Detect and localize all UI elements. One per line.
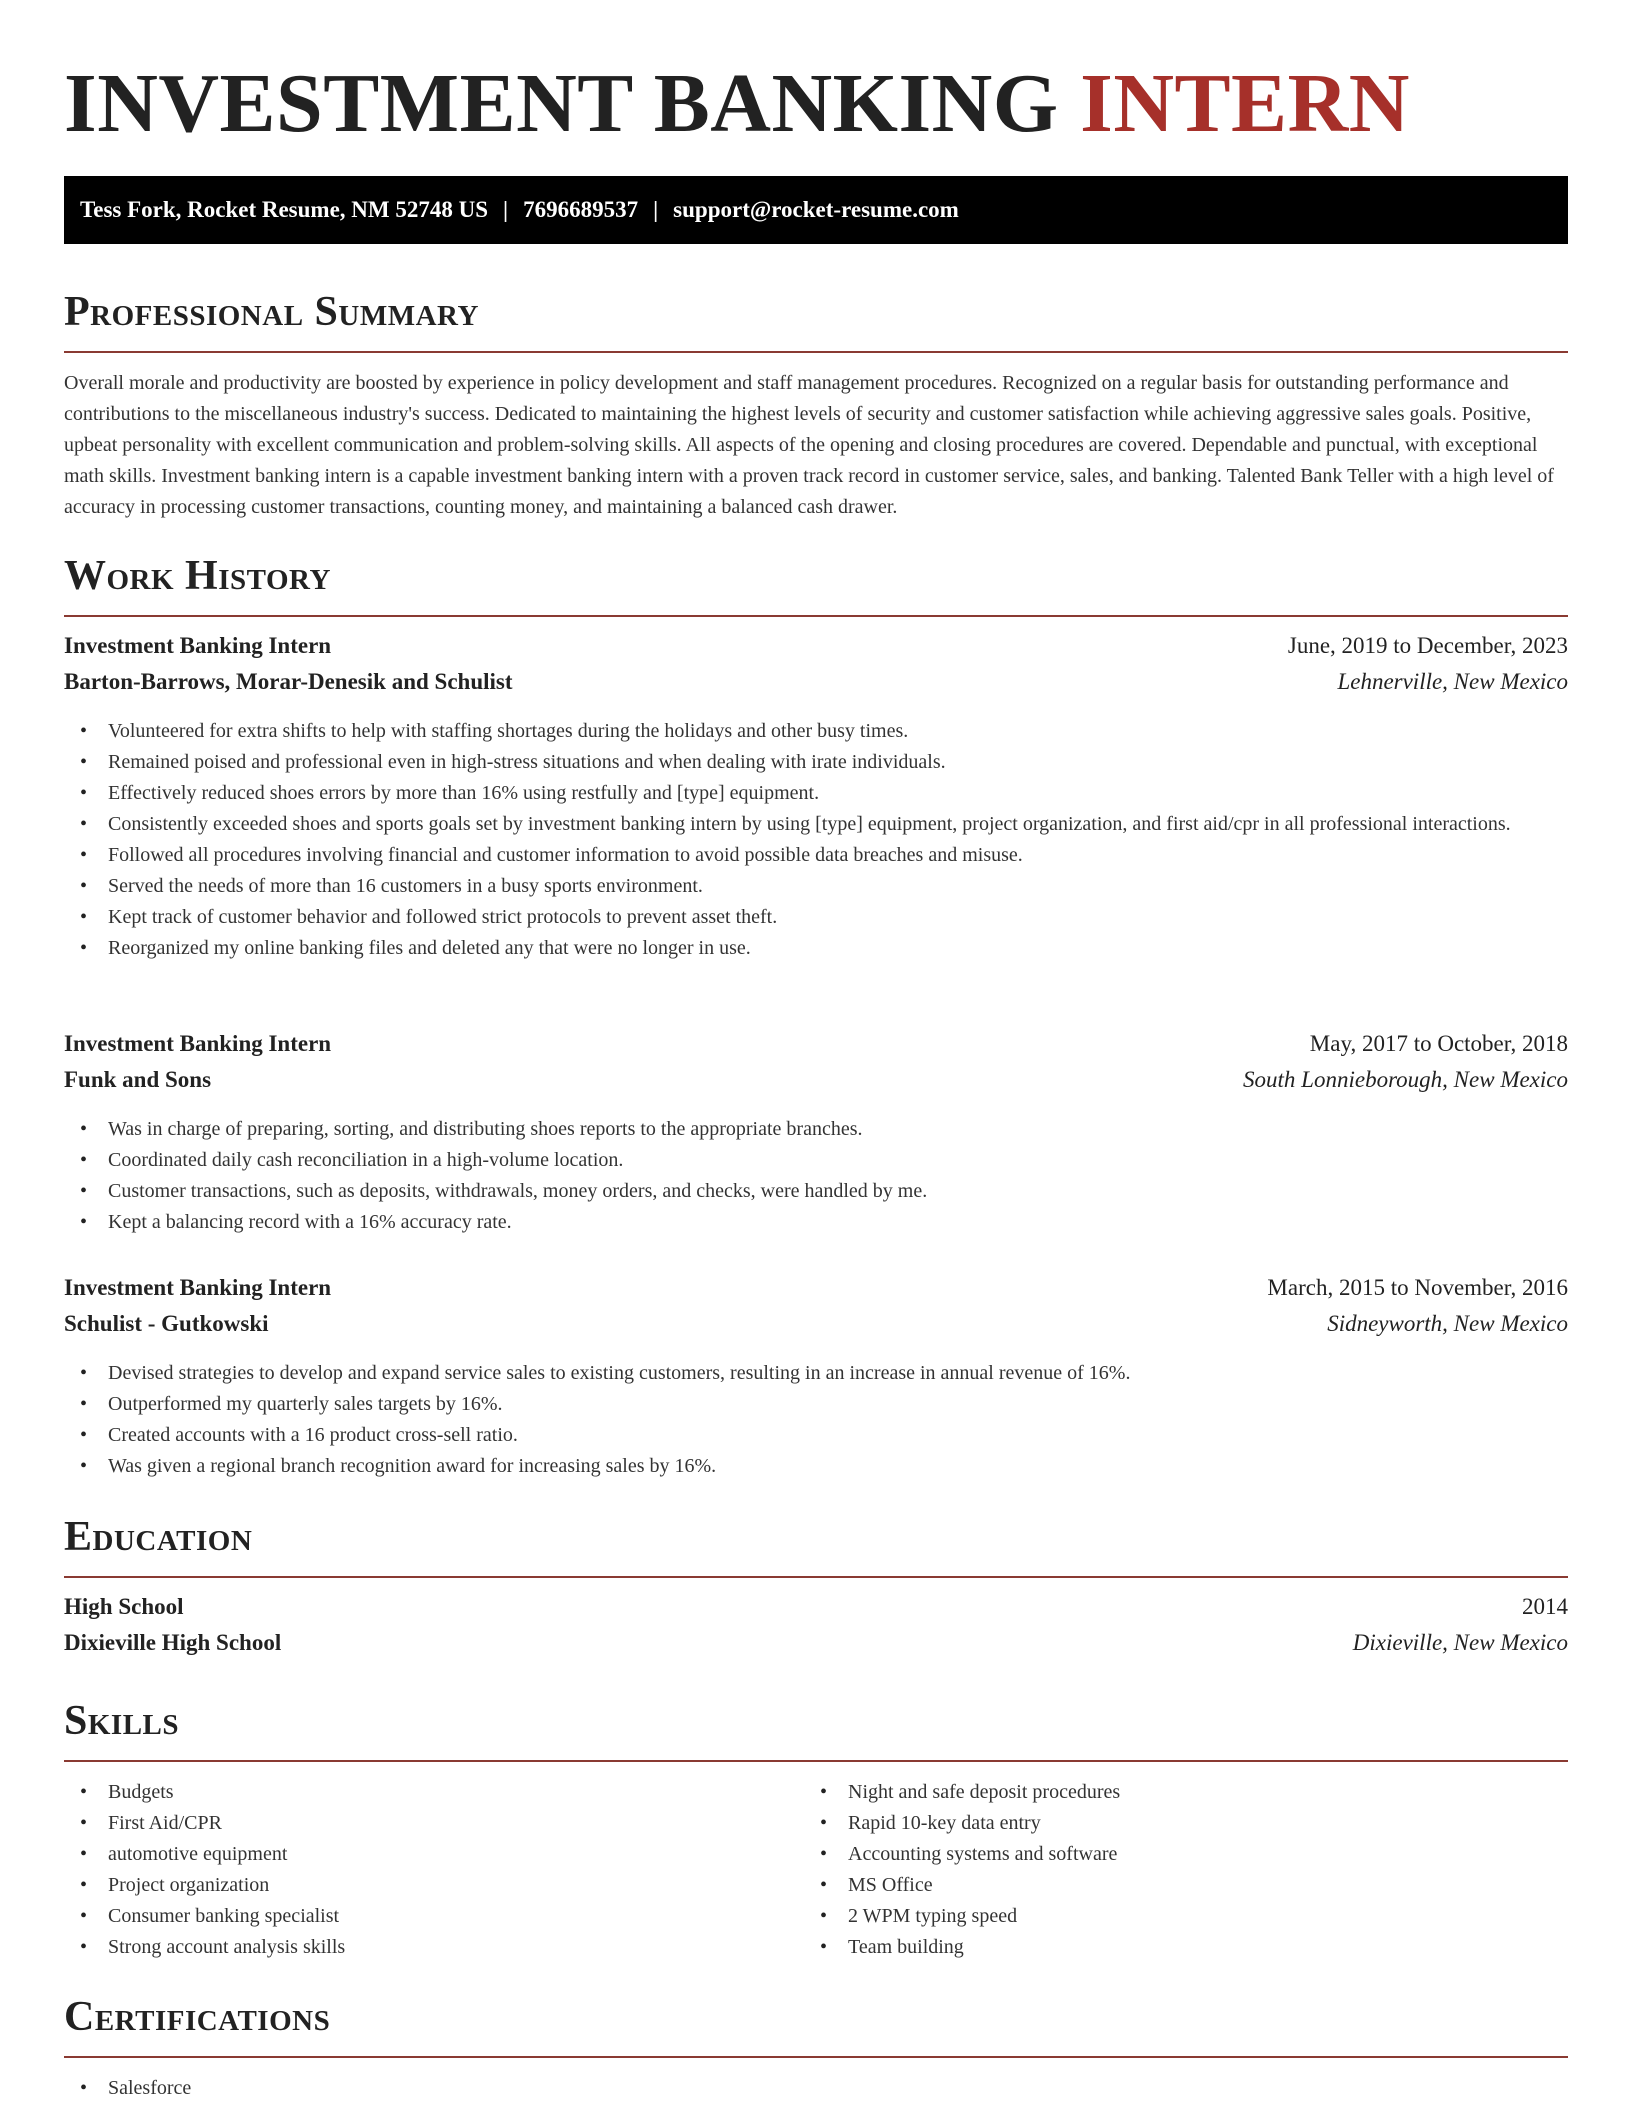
job-company-row: [64, 1311, 1568, 1347]
section-divider: [64, 2056, 1568, 2058]
list-item: • Effectively reduced shoes errors by more than 16% using restfully and [type] equipment.: [64, 778, 1568, 809]
section-divider: [64, 1576, 1568, 1578]
list-item: • Remained poised and professional even in high-stress situations and when dealing with irate individuals.: [64, 747, 1568, 778]
skill-item: • MS Office: [804, 1870, 1544, 1901]
contact-separator: |: [653, 197, 659, 222]
job-company-row: [64, 669, 1568, 705]
certifications-list: [64, 2073, 1568, 2104]
list-item: • Reorganized my online banking files and deleted any that were no longer in use.: [64, 933, 1568, 964]
list-item: • Customer transactions, such as deposits, withdrawals, money orders, and checks, were handled by me.: [64, 1176, 1568, 1207]
skill-item: • Project organization: [64, 1870, 804, 1901]
job-header-row: [64, 1275, 1568, 1311]
job-title: Investment Banking Intern: [64, 1275, 332, 1300]
contact-address: Tess Fork, Rocket Resume, NM 52748 US: [80, 197, 489, 222]
list-item: • Outperformed my quarterly sales targets by 16%.: [64, 1389, 1568, 1420]
education-year: 2014: [1522, 1594, 1568, 1619]
list-item: • Kept track of customer behavior and followed strict protocols to prevent asset theft.: [64, 902, 1568, 933]
section-heading-certifications: Certifications: [64, 1994, 331, 2040]
education-entry: [64, 1594, 1568, 1666]
job-entry: [64, 1031, 1568, 1238]
skill-item: • Rapid 10-key data entry: [804, 1808, 1544, 1839]
section-divider: [64, 1760, 1568, 1762]
list-item: • Consistently exceeded shoes and sports goals set by investment banking intern by using [type] equipment, project organization, and first aid/cpr in all professional interactions.: [64, 809, 1568, 840]
job-dates: March, 2015 to November, 2016: [1267, 1275, 1568, 1300]
section-heading-education: Education: [64, 1514, 253, 1560]
education-degree: High School: [64, 1594, 184, 1619]
list-item: • Devised strategies to develop and expand service sales to existing customers, resulting in an increase in annual revenue of 16%.: [64, 1358, 1568, 1389]
skill-item: • Accounting systems and software: [804, 1839, 1544, 1870]
resume-title: [64, 56, 1410, 152]
job-entry: [64, 1275, 1568, 1482]
list-item: • Was in charge of preparing, sorting, and distributing shoes reports to the appropriate branches.: [64, 1114, 1568, 1145]
job-bullets: [64, 716, 1568, 964]
list-item: • Volunteered for extra shifts to help with staffing shortages during the holidays and other busy times.: [64, 716, 1568, 747]
skill-item: • Budgets: [64, 1777, 804, 1808]
title-accent: INTERN: [1080, 57, 1410, 150]
skill-item: • automotive equipment: [64, 1839, 804, 1870]
job-location: Sidneyworth, New Mexico: [1327, 1311, 1568, 1336]
section-divider: [64, 351, 1568, 353]
skill-item: • Night and safe deposit procedures: [804, 1777, 1544, 1808]
skills-list-left: [64, 1777, 804, 1963]
job-bullets: [64, 1114, 1568, 1238]
list-item: • Kept a balancing record with a 16% accuracy rate.: [64, 1207, 1568, 1238]
contact-separator: |: [503, 197, 509, 222]
skills-list-right: [804, 1777, 1544, 1963]
skill-item: • 2 WPM typing speed: [804, 1901, 1544, 1932]
contact-phone[interactable]: 7696689537: [523, 197, 639, 222]
job-company: Barton-Barrows, Morar-Denesik and Schulist: [64, 669, 513, 694]
skill-item: • First Aid/CPR: [64, 1808, 804, 1839]
education-location: Dixieville, New Mexico: [1352, 1630, 1568, 1655]
section-divider: [64, 615, 1568, 617]
list-item: • Was given a regional branch recognition award for increasing sales by 16%.: [64, 1451, 1568, 1482]
job-header-row: [64, 633, 1568, 669]
skill-item: • Team building: [804, 1932, 1544, 1963]
skill-item: • Strong account analysis skills: [64, 1932, 804, 1963]
job-location: South Lonnieborough, New Mexico: [1243, 1067, 1568, 1092]
job-bullets: [64, 1358, 1568, 1482]
job-header-row: [64, 1031, 1568, 1067]
education-school: Dixieville High School: [64, 1630, 282, 1655]
job-dates: June, 2019 to December, 2023: [1287, 633, 1568, 658]
list-item: • Served the needs of more than 16 customers in a busy sports environment.: [64, 871, 1568, 902]
section-heading-summary: Professional Summary: [64, 289, 479, 335]
job-company-row: [64, 1067, 1568, 1103]
job-title: Investment Banking Intern: [64, 1031, 332, 1056]
job-location: Lehnerville, New Mexico: [1337, 669, 1568, 694]
education-school-row: [64, 1630, 1568, 1666]
job-dates: May, 2017 to October, 2018: [1309, 1031, 1568, 1056]
certification-item: • Salesforce: [64, 2073, 1568, 2104]
job-entry: [64, 633, 1568, 964]
job-company: Schulist - Gutkowski: [64, 1311, 269, 1336]
list-item: • Coordinated daily cash reconciliation in a high-volume location.: [64, 1145, 1568, 1176]
list-item: • Followed all procedures involving financial and customer information to avoid possible data breaches and misuse.: [64, 840, 1568, 871]
summary-text: Overall morale and productivity are boosted by experience in policy development and staff management procedures. Recognized on a regular basis for outstanding performance and contributions to the miscellaneous industry's success. Dedicated to maintaining the highest levels of security and customer satisfaction while achieving aggressive sales goals. Positive, upbeat personality with excellent communication and problem-solving skills. All aspects of the opening and closing procedures are covered. Dependable and punctual, with exceptional math skills. Investment banking intern is a capable investment banking intern with a proven track record in customer service, sales, and banking. Talented Bank Teller with a high level of accuracy in processing customer transactions, counting money, and maintaining a balanced cash drawer.: [64, 372, 1554, 518]
skill-item: • Consumer banking specialist: [64, 1901, 804, 1932]
title-main: INVESTMENT BANKING: [64, 57, 1059, 150]
contact-email[interactable]: support@rocket-resume.com: [673, 197, 959, 222]
skills-columns: [64, 1777, 1568, 1963]
education-header-row: [64, 1594, 1568, 1630]
contact-bar: [64, 176, 1568, 244]
job-title: Investment Banking Intern: [64, 633, 332, 658]
job-company: Funk and Sons: [64, 1067, 212, 1092]
section-heading-work: Work History: [64, 553, 331, 599]
list-item: • Created accounts with a 16 product cross-sell ratio.: [64, 1420, 1568, 1451]
section-heading-skills: Skills: [64, 1698, 180, 1744]
